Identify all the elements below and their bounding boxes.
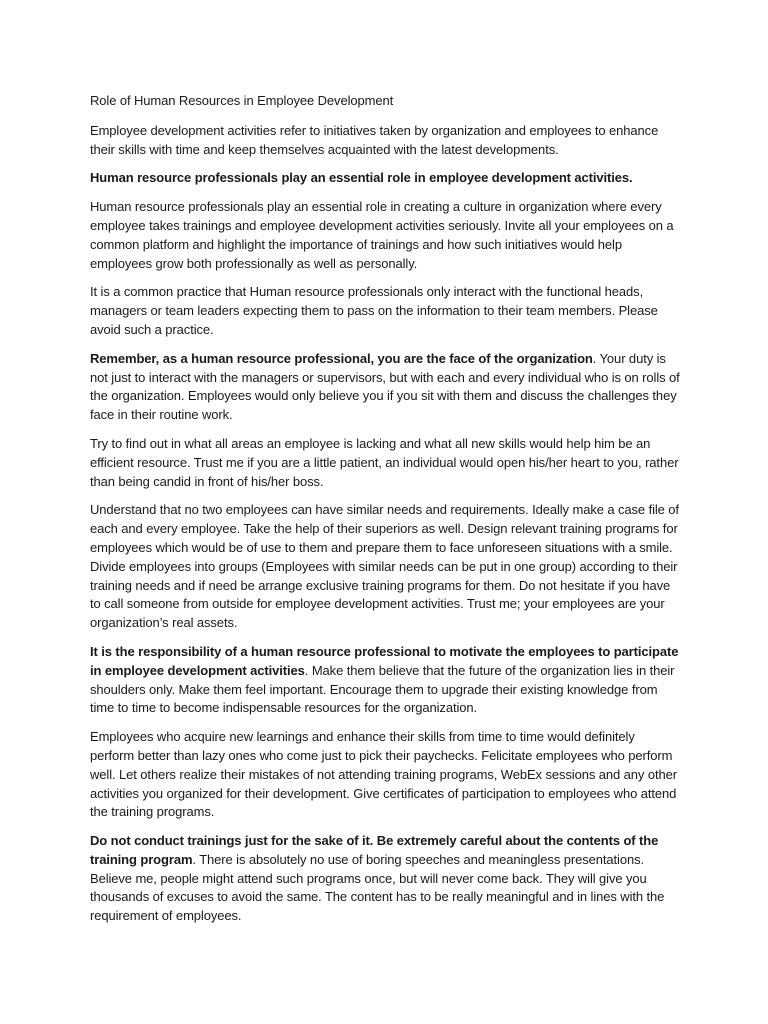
paragraph-10-text: . There is absolutely no use of boring speeches and meaningless presentations. Believe me, people might attend such programs once, but will never come back. They will give you thousands of excuses to avoid the same. The content has to be really meaningful and in lines with the requirement of employees. xyxy=(90,851,665,924)
paragraph-5-bold: Remember, as a human resource professional, you are the face of the organization xyxy=(90,350,593,366)
paragraph-8-bold: It is the responsibility of a human resource professional to motivate the employees to participate in employee development activities xyxy=(90,643,679,678)
paragraph-1: Employee development activities refer to initiatives taken by organization and employees to enhance their skills with time and keep themselves acquainted with the latest developments. xyxy=(90,122,659,157)
document-title-text: Role of Human Resources in Employee Development xyxy=(90,93,394,108)
paragraph-2 xyxy=(90,169,680,188)
paragraph-8-text: . Make them believe that the future of the organization lies in their shoulders only. Make them feel important. Encourage them to upgrade their existing knowledge from time to time to become indispensable resources for the organization. xyxy=(90,662,675,716)
document-body xyxy=(90,92,680,936)
paragraph-9: Employees who acquire new learnings and enhance their skills from time to time would definitely perform better than lazy ones who come just to pick their paychecks. Felicitate employees who perform well. Let others realize their mistakes of not attending training programs, WebEx sessions and any other activities you organized for their development. Give certificates of participation to employees who attend the training programs. xyxy=(90,729,677,820)
document-title xyxy=(90,92,680,111)
paragraph-8 xyxy=(90,643,680,718)
paragraph-4: It is a common practice that Human resource professionals only interact with the functional heads, managers or team leaders expecting them to pass on the information to their team members. Please avoid such a practice. xyxy=(90,284,658,337)
paragraph-5 xyxy=(90,350,680,425)
paragraph-6: Try to find out in what all areas an employee is lacking and what all new skills would help him be an efficient resource. Trust me if you are a little patient, an individual would open his/her heart to you, rather than being candid in front of his/her boss. xyxy=(90,435,679,489)
paragraph-10-bold: Do not conduct trainings just for the sake of it. Be extremely careful about the contents of the training program xyxy=(90,833,659,867)
paragraph-3: Human resource professionals play an essential role in creating a culture in organization where every employee takes trainings and employee development activities seriously. Invite all your employees on a common platform and highlight the importance of trainings and how such initiatives would help employees grow both professionally as well as personally. xyxy=(90,199,674,271)
paragraph-10 xyxy=(90,832,680,926)
paragraph-5-text: . Your duty is not just to interact with the managers or supervisors, but with each and every individual who is on rolls of the organization. Employees would only believe you if you sit with them and discuss the challenges they face in their routine work. xyxy=(90,350,680,423)
paragraph-2-bold: Human resource professionals play an essential role in employee development activities. xyxy=(90,170,633,186)
paragraph-7: Understand that no two employees can have similar needs and requirements. Ideally make a case file of each and every employee. Take the help of their superiors as well. Design relevant training programs for employees which would be of use to them and prepare them to face unforeseen situations with a smile. Divide employees into groups (Employees with similar needs can be put in one group) according to their training needs and if need be arrange exclusive training programs for them. Do not hesitate if you have to call someone from outside for employee development activities. Trust me; your employees are your organization’s real assets. xyxy=(90,502,679,631)
